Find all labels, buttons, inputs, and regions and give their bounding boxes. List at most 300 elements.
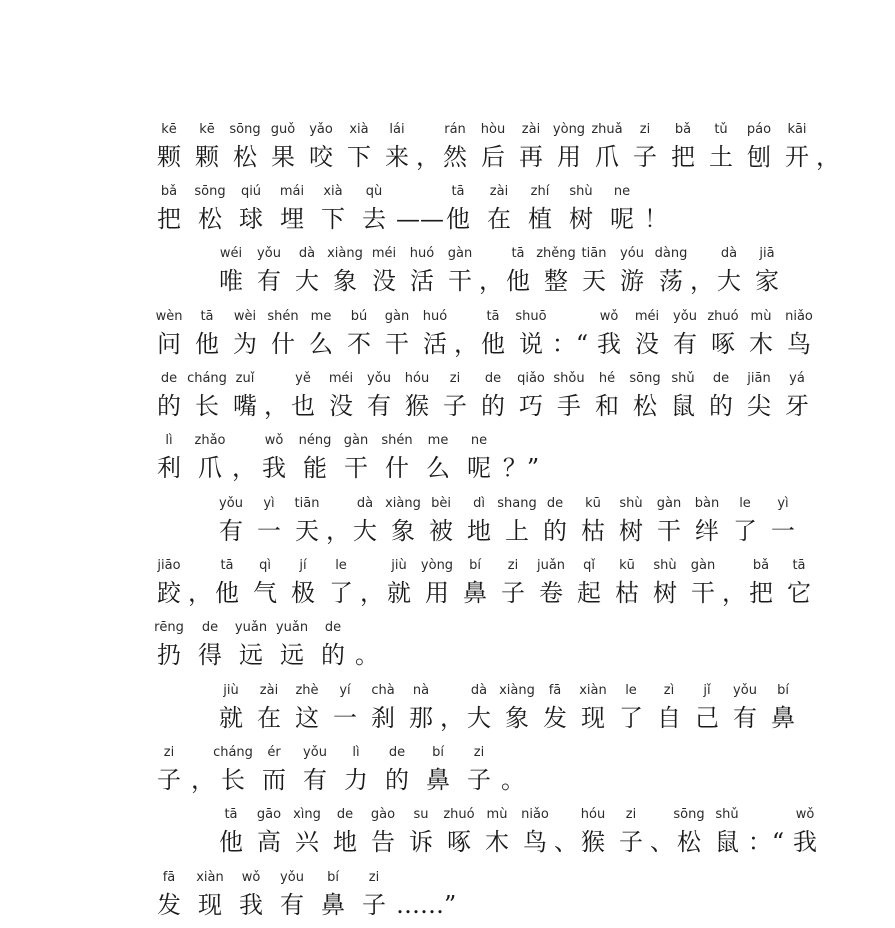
- hanzi-cell: [512, 309, 550, 371]
- hanzi: 他: [195, 330, 219, 358]
- punctuation: ，: [479, 267, 503, 295]
- pinyin: méi: [371, 246, 397, 261]
- hanzi-cell: [764, 496, 802, 558]
- pinyin: guǒ: [270, 122, 296, 137]
- pinyin: rēng: [154, 620, 184, 635]
- pinyin: zài: [259, 683, 279, 698]
- text-line: [0, 870, 895, 928]
- hanzi: 颗: [157, 143, 181, 171]
- pinyin: zi: [368, 870, 380, 885]
- pinyin: de: [201, 620, 219, 635]
- hanzi: 极: [291, 579, 315, 607]
- hanzi-cell: [150, 745, 188, 807]
- pinyin: mù: [486, 807, 508, 822]
- hanzi: 子: [157, 766, 181, 794]
- hanzi: 后: [481, 143, 505, 171]
- hanzi: 啄: [447, 828, 471, 856]
- pinyin: ne: [470, 433, 488, 448]
- hanzi: 的: [321, 641, 345, 669]
- hanzi: 去: [362, 205, 386, 233]
- pinyin: dàng: [654, 246, 688, 261]
- pinyin: zì: [663, 683, 675, 698]
- hanzi: 鸟: [523, 828, 547, 856]
- hanzi: 为: [233, 330, 257, 358]
- hanzi: 没: [372, 267, 396, 295]
- pinyin: xiàn: [579, 683, 607, 698]
- pinyin: zhuó: [707, 309, 739, 324]
- hanzi-cell: [314, 620, 352, 682]
- pinyin: xiàng: [385, 496, 421, 511]
- pinyin: me: [427, 433, 449, 448]
- punctuation: ：“: [551, 330, 589, 358]
- pinyin: zhè: [295, 683, 319, 698]
- hanzi: 和: [595, 392, 619, 420]
- pinyin: yí: [339, 683, 351, 698]
- pinyin: tā: [451, 184, 465, 199]
- hanzi: 大: [295, 267, 319, 295]
- hanzi: 的: [481, 392, 505, 420]
- hanzi: 么: [309, 330, 333, 358]
- pinyin: xìng: [293, 807, 321, 822]
- hanzi: 我: [793, 828, 817, 856]
- hanzi: 用: [425, 579, 449, 607]
- pinyin: gàn: [690, 558, 716, 573]
- pinyin: tā: [224, 807, 238, 822]
- hanzi: 植: [528, 205, 552, 233]
- hanzi: 活: [423, 330, 447, 358]
- pinyin: tā: [200, 309, 214, 324]
- hanzi: 他: [481, 330, 505, 358]
- hanzi: 下: [321, 205, 345, 233]
- pinyin: yá: [789, 371, 805, 386]
- hanzi: 土: [709, 143, 733, 171]
- pinyin: xià: [323, 184, 343, 199]
- punctuation: ，: [360, 579, 384, 607]
- pinyin: ne: [613, 184, 631, 199]
- hanzi-cell: [460, 745, 498, 807]
- hanzi: 鼠: [715, 828, 739, 856]
- hanzi: 有: [303, 766, 327, 794]
- pinyin: jǐ: [703, 683, 711, 698]
- hanzi: 他: [506, 267, 530, 295]
- hanzi: 牙: [785, 392, 809, 420]
- pinyin: tiān: [581, 246, 607, 261]
- hanzi: 树: [569, 205, 593, 233]
- hanzi: 我: [597, 330, 621, 358]
- pinyin: le: [625, 683, 637, 698]
- hanzi-cell: [778, 371, 816, 433]
- pinyin: jiù: [391, 558, 407, 573]
- hanzi: 有: [673, 330, 697, 358]
- pinyin: gào: [370, 807, 396, 822]
- pinyin: gàn: [656, 496, 682, 511]
- hanzi-cell: [355, 184, 393, 246]
- punctuation: ，: [690, 267, 714, 295]
- hanzi: 再: [519, 143, 543, 171]
- hanzi-cell: [416, 309, 454, 371]
- hanzi: 上: [505, 517, 529, 545]
- hanzi: 一: [771, 517, 795, 545]
- punctuation: ，: [188, 579, 212, 607]
- punctuation: ，: [816, 143, 840, 171]
- pinyin: shuō: [515, 309, 547, 324]
- hanzi: 远: [239, 641, 263, 669]
- hanzi: 鼻: [771, 704, 795, 732]
- hanzi: 起: [577, 579, 601, 607]
- hanzi: 的: [709, 392, 733, 420]
- hanzi: 颗: [195, 143, 219, 171]
- hanzi: 地: [333, 828, 357, 856]
- hanzi: 树: [653, 579, 677, 607]
- pinyin: yì: [263, 496, 275, 511]
- hanzi: 能: [303, 454, 327, 482]
- pinyin: sōng: [673, 807, 705, 822]
- hanzi: 现: [581, 704, 605, 732]
- hanzi: 爪: [595, 143, 619, 171]
- pinyin: dì: [473, 496, 485, 511]
- hanzi: 大: [353, 517, 377, 545]
- pinyin: cháng: [213, 745, 253, 760]
- hanzi: 鼠: [671, 392, 695, 420]
- pinyin: kāi: [787, 122, 807, 137]
- hanzi: 荡: [659, 267, 683, 295]
- hanzi-cell: [780, 309, 818, 371]
- pinyin: lì: [352, 745, 360, 760]
- pinyin: zhuó: [443, 807, 475, 822]
- pinyin: zài: [521, 122, 541, 137]
- pinyin: bí: [327, 870, 339, 885]
- hanzi-cell: [612, 807, 650, 869]
- pinyin: shù: [569, 184, 593, 199]
- hanzi: 得: [198, 641, 222, 669]
- hanzi: 游: [620, 267, 644, 295]
- hanzi: 整: [544, 267, 568, 295]
- hanzi: 利: [157, 454, 181, 482]
- pinyin: yǒu: [303, 745, 327, 760]
- hanzi: 没: [635, 330, 659, 358]
- hanzi: 没: [329, 392, 353, 420]
- hanzi: 长: [195, 392, 219, 420]
- pinyin: cháng: [187, 371, 227, 386]
- pinyin: shén: [381, 433, 413, 448]
- pinyin: bú: [350, 309, 368, 324]
- hanzi: 长: [221, 766, 245, 794]
- pinyin: kū: [619, 558, 635, 573]
- hanzi: 刨: [747, 143, 771, 171]
- pinyin: wǒ: [264, 433, 284, 448]
- hanzi: 爪: [198, 454, 222, 482]
- hanzi-cell: [764, 683, 802, 745]
- pinyin: zi: [625, 807, 637, 822]
- hanzi: 气: [253, 579, 277, 607]
- hanzi: 鼻: [463, 579, 487, 607]
- hanzi: 子: [633, 143, 657, 171]
- pinyin: bèi: [431, 496, 451, 511]
- hanzi: 什: [385, 454, 409, 482]
- pinyin: yǒu: [219, 496, 243, 511]
- punctuation-cell: [501, 745, 525, 807]
- hanzi: 就: [219, 704, 243, 732]
- pinyin: wèi: [233, 309, 257, 324]
- pinyin: shang: [497, 496, 537, 511]
- pinyin: fā: [548, 683, 562, 698]
- pinyin: xiàng: [327, 246, 363, 261]
- hanzi: 干: [657, 517, 681, 545]
- punctuation: ，: [722, 579, 746, 607]
- hanzi-cell: [150, 558, 188, 620]
- hanzi: 家: [755, 267, 779, 295]
- pinyin: hóu: [404, 371, 430, 386]
- pinyin: shǔ: [715, 807, 739, 822]
- pinyin: mái: [279, 184, 305, 199]
- text-line: [0, 496, 895, 558]
- hanzi: 鸟: [787, 330, 811, 358]
- hanzi: 猴: [581, 828, 605, 856]
- hanzi: 就: [387, 579, 411, 607]
- hanzi: 咬: [309, 143, 333, 171]
- punctuation: 、: [650, 828, 674, 856]
- pinyin: wǒ: [599, 309, 619, 324]
- hanzi: 然: [443, 143, 467, 171]
- pinyin: páo: [746, 122, 772, 137]
- hanzi: 开: [785, 143, 809, 171]
- hanzi: 松: [198, 205, 222, 233]
- hanzi: 了: [619, 704, 643, 732]
- hanzi: 干: [385, 330, 409, 358]
- text-line: [0, 558, 895, 620]
- hanzi-cell: [288, 496, 326, 558]
- hanzi: 发: [157, 891, 181, 919]
- text-line: [0, 745, 895, 807]
- punctuation-cell: [644, 184, 668, 246]
- pinyin: qiú: [240, 184, 262, 199]
- hanzi: 活: [410, 267, 434, 295]
- hanzi: 卷: [539, 579, 563, 607]
- pinyin: mù: [750, 309, 772, 324]
- punctuation: ——: [396, 205, 444, 233]
- pinyin: bí: [777, 683, 789, 698]
- pinyin: yǒu: [257, 246, 281, 261]
- hanzi: 树: [619, 517, 643, 545]
- hanzi: 把: [749, 579, 773, 607]
- pinyin: jiù: [223, 683, 239, 698]
- pinyin: de: [712, 371, 730, 386]
- pinyin: yuǎn: [275, 620, 309, 635]
- punctuation: ……”: [396, 891, 457, 919]
- pinyin: zài: [489, 184, 509, 199]
- punctuation: 。: [501, 766, 525, 794]
- hanzi: 天: [295, 517, 319, 545]
- pinyin: qiǎo: [517, 371, 545, 386]
- pinyin: ér: [267, 745, 281, 760]
- hanzi: 么: [426, 454, 450, 482]
- pinyin: jiā: [759, 246, 775, 261]
- hanzi: 跤: [157, 579, 181, 607]
- hanzi: 象: [505, 704, 529, 732]
- pinyin: chà: [371, 683, 395, 698]
- pinyin: bǎ: [752, 558, 770, 573]
- pinyin: tā: [511, 246, 525, 261]
- hanzi: 而: [262, 766, 286, 794]
- hanzi: 用: [557, 143, 581, 171]
- hanzi: 被: [429, 517, 453, 545]
- pinyin: shǒu: [553, 371, 585, 386]
- hanzi: 的: [157, 392, 181, 420]
- hanzi: 果: [271, 143, 295, 171]
- pinyin: me: [310, 309, 332, 324]
- pinyin: niǎo: [785, 309, 813, 324]
- pinyin: tā: [792, 558, 806, 573]
- hanzi: 尖: [747, 392, 771, 420]
- pinyin: fā: [162, 870, 176, 885]
- punctuation: ！: [644, 205, 668, 233]
- hanzi: 子: [443, 392, 467, 420]
- pinyin: bí: [469, 558, 481, 573]
- text-line: [0, 807, 895, 869]
- hanzi: 鼻: [321, 891, 345, 919]
- punctuation: ，: [326, 517, 350, 545]
- pinyin: xiàn: [196, 870, 224, 885]
- punctuation: ，: [232, 454, 256, 482]
- pinyin: rán: [444, 122, 466, 137]
- hanzi: 唯: [219, 267, 243, 295]
- pinyin: sōng: [629, 371, 661, 386]
- hanzi: 绊: [695, 517, 719, 545]
- pinyin: zi: [507, 558, 519, 573]
- pinyin: zi: [449, 371, 461, 386]
- pinyin: tā: [220, 558, 234, 573]
- hanzi: 刹: [371, 704, 395, 732]
- hanzi: 埋: [280, 205, 304, 233]
- pinyin: qì: [259, 558, 271, 573]
- pinyin: de: [160, 371, 178, 386]
- pinyin: sōng: [229, 122, 261, 137]
- pinyin: niǎo: [521, 807, 549, 822]
- hanzi: 手: [557, 392, 581, 420]
- hanzi: 有: [280, 891, 304, 919]
- hanzi: 一: [333, 704, 357, 732]
- punctuation-cell: [396, 870, 456, 928]
- pinyin: néng: [298, 433, 332, 448]
- hanzi-cell: [684, 558, 722, 620]
- hanzi: 子: [362, 891, 386, 919]
- hanzi: 它: [787, 579, 811, 607]
- pinyin: yǎo: [309, 122, 333, 137]
- pinyin: zhǎo: [194, 433, 226, 448]
- pinyin: jiāo: [157, 558, 181, 573]
- hanzi: 地: [467, 517, 491, 545]
- pinyin: jí: [299, 558, 307, 573]
- pinyin: de: [336, 807, 354, 822]
- hanzi-cell: [780, 558, 818, 620]
- hanzi: 子: [619, 828, 643, 856]
- hanzi: 把: [671, 143, 695, 171]
- punctuation: ：“: [747, 828, 785, 856]
- text-line: [0, 433, 895, 495]
- pinyin: yì: [777, 496, 789, 511]
- punctuation: ，: [440, 704, 464, 732]
- pinyin: hòu: [480, 122, 506, 137]
- punctuation-cell: [501, 433, 541, 495]
- pinyin: zi: [473, 745, 485, 760]
- pinyin: su: [413, 807, 429, 822]
- hanzi: 诉: [409, 828, 433, 856]
- pinyin: wǒ: [241, 870, 261, 885]
- hanzi: 呢: [610, 205, 634, 233]
- pinyin: zuǐ: [235, 371, 255, 386]
- hanzi: 那: [409, 704, 433, 732]
- hanzi: 鼻: [426, 766, 450, 794]
- pinyin: qù: [365, 184, 383, 199]
- hanzi: 下: [347, 143, 371, 171]
- hanzi: 有: [367, 392, 391, 420]
- hanzi: 把: [157, 205, 181, 233]
- hanzi: 大: [467, 704, 491, 732]
- hanzi: 也: [291, 392, 315, 420]
- hanzi: 兴: [295, 828, 319, 856]
- pinyin: le: [739, 496, 751, 511]
- hanzi: 枯: [615, 579, 639, 607]
- hanzi: 啄: [711, 330, 735, 358]
- pinyin: yǒu: [280, 870, 304, 885]
- pinyin: shǔ: [671, 371, 695, 386]
- text-line: [0, 620, 895, 682]
- hanzi: 他: [215, 579, 239, 607]
- pinyin: tā: [486, 309, 500, 324]
- pinyin: de: [324, 620, 342, 635]
- pinyin: yuǎn: [234, 620, 268, 635]
- punctuation: ，: [264, 392, 288, 420]
- hanzi-cell: [226, 371, 264, 433]
- pinyin: hóu: [580, 807, 606, 822]
- hanzi: 在: [257, 704, 281, 732]
- pinyin: lì: [165, 433, 173, 448]
- punctuation: ，: [191, 766, 215, 794]
- hanzi: 发: [543, 704, 567, 732]
- hanzi: 我: [262, 454, 286, 482]
- hanzi: 子: [501, 579, 525, 607]
- hanzi: 了: [733, 517, 757, 545]
- hanzi: 来: [385, 143, 409, 171]
- hanzi: 现: [198, 891, 222, 919]
- hanzi: 力: [344, 766, 368, 794]
- pinyin: xiàng: [499, 683, 535, 698]
- hanzi-cell: [441, 246, 479, 308]
- hanzi: 干: [448, 267, 472, 295]
- hanzi-cell: [355, 870, 393, 928]
- hanzi-cell: [708, 807, 746, 869]
- hanzi: 这: [295, 704, 319, 732]
- hanzi-cell: [516, 807, 554, 869]
- pinyin: méi: [634, 309, 660, 324]
- hanzi: 象: [333, 267, 357, 295]
- pinyin: zi: [163, 745, 175, 760]
- hanzi: 天: [582, 267, 606, 295]
- hanzi-cell: [378, 122, 416, 184]
- pinyin: hé: [598, 371, 616, 386]
- hanzi-cell: [786, 807, 824, 869]
- pinyin: wǒ: [795, 807, 815, 822]
- pinyin: shù: [653, 558, 677, 573]
- pinyin: yě: [295, 371, 311, 386]
- pinyin: shén: [267, 309, 299, 324]
- punctuation: ？”: [502, 454, 540, 482]
- pinyin: dà: [470, 683, 488, 698]
- pinyin: jiān: [747, 371, 771, 386]
- pinyin: le: [335, 558, 347, 573]
- pinyin: gàn: [384, 309, 410, 324]
- hanzi: 说: [519, 330, 543, 358]
